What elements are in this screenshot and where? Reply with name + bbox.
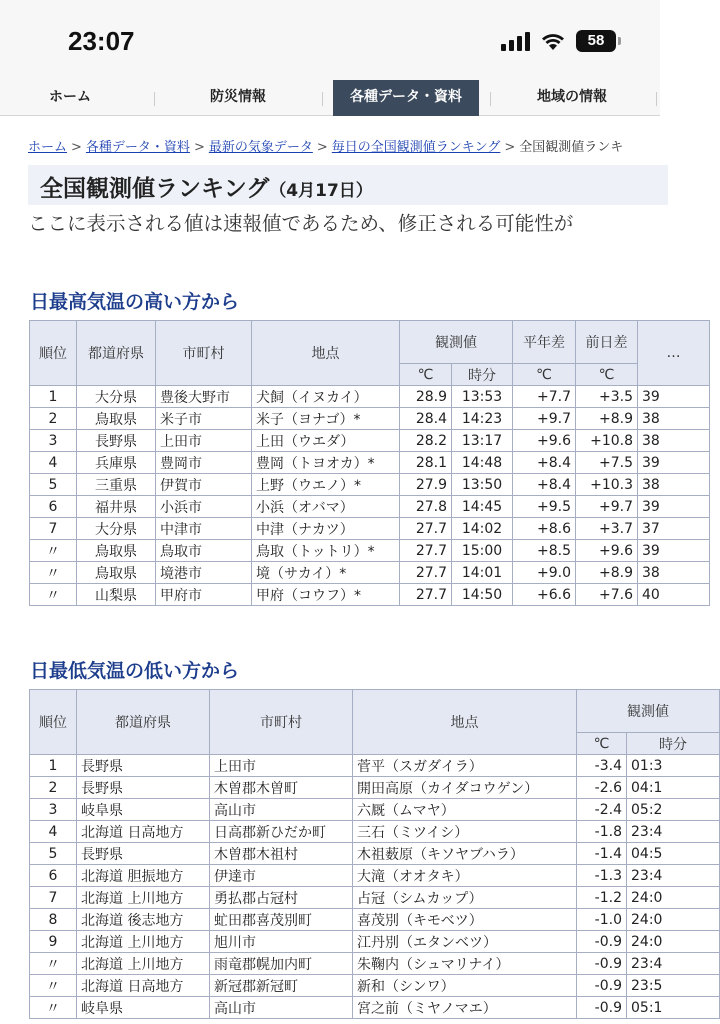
temp-cell: -1.8 [577,821,627,843]
temp-cell: -1.0 [577,909,627,931]
col-celsius: ℃ [577,733,627,755]
time-cell: 14:45 [452,496,513,518]
tab-regional-info[interactable]: 地域の情報 [537,89,607,105]
prev-diff-cell: +7.6 [576,584,638,606]
city-cell: 甲府市 [156,584,252,606]
city-cell: 上田市 [156,430,252,452]
top-navigation [0,80,660,116]
cellular-signal-icon [501,31,530,51]
point-cell: 中津（ナカツ） [252,518,400,540]
rank-cell: 〃 [30,540,77,562]
col-time: 時分 [452,364,513,386]
max-temp-table [29,320,710,606]
time-cell: 04:5 [627,843,720,865]
col-rank: 順位 [30,690,77,755]
pref-cell: 長野県 [77,777,210,799]
rank-cell: 3 [30,430,77,452]
table-row [30,430,710,452]
battery-icon: 58 [576,30,616,52]
point-cell: 木祖薮原（キソヤブハラ） [353,843,577,865]
breadcrumb: ホーム > 各種データ・資料 > 最新の気象データ > 毎日の全国観測値ランキング > 全国観測値ランキ [28,140,624,155]
temp-cell: -1.2 [577,887,627,909]
table-row [30,452,710,474]
time-cell: 13:53 [452,386,513,408]
time-cell: 13:50 [452,474,513,496]
rank-cell: 6 [30,865,77,887]
pref-cell: 大分県 [77,518,156,540]
breadcrumb-current: 全国観測値ランキ [519,140,624,155]
breadcrumb-link-home[interactable]: ホーム [28,140,68,155]
pref-cell: 北海道 後志地方 [77,909,210,931]
prev-diff-cell: +8.9 [576,408,638,430]
pref-cell: 三重県 [77,474,156,496]
normal-diff-cell: +9.5 [513,496,576,518]
time-cell: 23:4 [627,953,720,975]
temp-cell: -2.4 [577,799,627,821]
pref-cell: 岐阜県 [77,997,210,1019]
pref-cell: 長野県 [77,843,210,865]
pref-cell: 長野県 [77,755,210,777]
city-cell: 勇払郡占冠村 [210,887,353,909]
col-rank: 順位 [30,321,77,386]
rank-cell: 3 [30,799,77,821]
rank-cell: 9 [30,931,77,953]
col-extra: … [638,321,710,386]
wifi-icon [540,31,566,51]
normal-diff-cell: +8.6 [513,518,576,540]
pref-cell: 北海道 上川地方 [77,931,210,953]
section-title-max: 日最高気温の高い方から [30,291,240,313]
rank-cell: 2 [30,777,77,799]
temp-cell: 28.2 [400,430,452,452]
tab-home[interactable]: ホーム [49,89,91,105]
temp-cell: -3.4 [577,755,627,777]
point-cell: 三石（ミツイシ） [353,821,577,843]
normal-diff-cell: +8.4 [513,452,576,474]
temp-cell: 28.4 [400,408,452,430]
rank-cell: 4 [30,452,77,474]
point-cell: 上田（ウエダ） [252,430,400,452]
city-cell: 木曽郡木祖村 [210,843,353,865]
col-normal-diff: 平年差 [513,321,576,364]
temp-cell: -2.6 [577,777,627,799]
table-row [30,865,720,887]
time-cell: 05:1 [627,997,720,1019]
point-cell: 新和（シンワ） [353,975,577,997]
temp-cell: -1.3 [577,865,627,887]
pref-cell: 北海道 上川地方 [77,887,210,909]
point-cell: 小浜（オバマ） [252,496,400,518]
point-cell: 菅平（スガダイラ） [353,755,577,777]
point-cell: 江丹別（エタンベツ） [353,931,577,953]
clock: 23:07 [68,26,135,56]
rank-cell: 1 [30,386,77,408]
point-cell: 喜茂別（キモベツ） [353,909,577,931]
temp-cell: 27.7 [400,562,452,584]
pref-cell: 兵庫県 [77,452,156,474]
table-row [30,997,720,1019]
extra-cell: 39 [638,496,710,518]
time-cell: 23:4 [627,821,720,843]
city-cell: 伊賀市 [156,474,252,496]
table-row [30,843,720,865]
tab-data-materials[interactable]: 各種データ・資料 [333,80,479,116]
pref-cell: 鳥取県 [77,540,156,562]
min-temp-table [29,689,720,1019]
prev-diff-cell: +10.3 [576,474,638,496]
section-title-min: 日最低気温の低い方から [30,660,240,682]
rank-cell: 〃 [30,562,77,584]
city-cell: 新冠郡新冠町 [210,975,353,997]
table-row [30,799,720,821]
city-cell: 上田市 [210,755,353,777]
rank-cell: 4 [30,821,77,843]
temp-cell: 27.9 [400,474,452,496]
page-title-text: 全国観測値ランキング [40,176,270,202]
extra-cell: 38 [638,562,710,584]
time-cell: 04:1 [627,777,720,799]
extra-cell: 39 [638,540,710,562]
extra-cell: 39 [638,386,710,408]
time-cell: 24:0 [627,887,720,909]
rank-cell: 1 [30,755,77,777]
city-cell: 米子市 [156,408,252,430]
normal-diff-cell: +9.6 [513,430,576,452]
tab-disaster-info[interactable]: 防災情報 [210,89,266,105]
city-cell: 鳥取市 [156,540,252,562]
rank-cell: 8 [30,909,77,931]
time-cell: 13:17 [452,430,513,452]
temp-cell: 28.1 [400,452,452,474]
table-row [30,474,710,496]
col-city: 市町村 [156,321,252,386]
city-cell: 豊岡市 [156,452,252,474]
point-cell: 鳥取（トットリ）* [252,540,400,562]
temp-cell: 28.9 [400,386,452,408]
col-observed: 観測値 [400,321,513,364]
prev-diff-cell: +3.5 [576,386,638,408]
city-cell: 小浜市 [156,496,252,518]
col-city: 市町村 [210,690,353,755]
prev-diff-cell: +10.8 [576,430,638,452]
extra-cell: 38 [638,408,710,430]
prev-diff-cell: +9.7 [576,496,638,518]
rank-cell: 5 [30,474,77,496]
table-row [30,408,710,430]
normal-diff-cell: +7.7 [513,386,576,408]
city-cell: 高山市 [210,799,353,821]
time-cell: 14:23 [452,408,513,430]
normal-diff-cell: +9.0 [513,562,576,584]
rank-cell: 〃 [30,584,77,606]
city-cell: 高山市 [210,997,353,1019]
pref-cell: 福井県 [77,496,156,518]
point-cell: 豊岡（トヨオカ）* [252,452,400,474]
prev-diff-cell: +9.6 [576,540,638,562]
col-time: 時分 [627,733,720,755]
rank-cell: 2 [30,408,77,430]
point-cell: 犬飼（イヌカイ） [252,386,400,408]
city-cell: 虻田郡喜茂別町 [210,909,353,931]
rank-cell: 〃 [30,953,77,975]
point-cell: 六厩（ムマヤ） [353,799,577,821]
point-cell: 宮之前（ミヤノマエ） [353,997,577,1019]
breadcrumb-link-daily-ranking[interactable]: 毎日の全国観測値ランキング [331,140,501,155]
city-cell: 木曽郡木曽町 [210,777,353,799]
prev-diff-cell: +7.5 [576,452,638,474]
city-cell: 雨竜郡幌加内町 [210,953,353,975]
extra-cell: 38 [638,430,710,452]
pref-cell: 大分県 [77,386,156,408]
pref-cell: 北海道 胆振地方 [77,865,210,887]
table-row [30,931,720,953]
point-cell: 境（サカイ）* [252,562,400,584]
temp-cell: -0.9 [577,975,627,997]
time-cell: 05:2 [627,799,720,821]
pref-cell: 北海道 日高地方 [77,821,210,843]
time-cell: 23:5 [627,975,720,997]
table-row [30,909,720,931]
table-row [30,386,710,408]
temp-cell: -0.9 [577,953,627,975]
extra-cell: 37 [638,518,710,540]
breadcrumb-link-data[interactable]: 各種データ・資料 [85,140,190,155]
time-cell: 14:50 [452,584,513,606]
point-cell: 甲府（コウフ）* [252,584,400,606]
city-cell: 豊後大野市 [156,386,252,408]
table-row [30,496,710,518]
temp-cell: -0.9 [577,931,627,953]
time-cell: 24:0 [627,909,720,931]
city-cell: 伊達市 [210,865,353,887]
pref-cell: 鳥取県 [77,562,156,584]
page-title-date: （4月17日） [269,181,373,201]
col-point: 地点 [252,321,400,386]
col-pref: 都道府県 [77,321,156,386]
time-cell: 14:01 [452,562,513,584]
temp-cell: 27.7 [400,540,452,562]
table-row [30,887,720,909]
normal-diff-cell: +8.5 [513,540,576,562]
rank-cell: 7 [30,518,77,540]
extra-cell: 40 [638,584,710,606]
status-bar [0,0,660,80]
rank-cell: 5 [30,843,77,865]
city-cell: 日高郡新ひだか町 [210,821,353,843]
col-pref: 都道府県 [77,690,210,755]
table-row [30,755,720,777]
temp-cell: -0.9 [577,997,627,1019]
rank-cell: 7 [30,887,77,909]
normal-diff-cell: +8.4 [513,474,576,496]
city-cell: 境港市 [156,562,252,584]
table-row [30,562,710,584]
time-cell: 14:02 [452,518,513,540]
normal-diff-cell: +6.6 [513,584,576,606]
col-normal-unit: ℃ [513,364,576,386]
page-title [40,170,373,203]
time-cell: 14:48 [452,452,513,474]
time-cell: 01:3 [627,755,720,777]
pref-cell: 長野県 [77,430,156,452]
col-prev-diff: 前日差 [576,321,638,364]
pref-cell: 鳥取県 [77,408,156,430]
rank-cell: 〃 [30,997,77,1019]
temp-cell: 27.7 [400,584,452,606]
table-row [30,953,720,975]
notice-text: ここに表示される値は速報値であるため、修正される可能性が [28,212,574,235]
point-cell: 占冠（シムカップ） [353,887,577,909]
table-row [30,584,710,606]
pref-cell: 北海道 上川地方 [77,953,210,975]
temp-cell: -1.4 [577,843,627,865]
city-cell: 中津市 [156,518,252,540]
table-row [30,821,720,843]
table-row [30,540,710,562]
city-cell: 旭川市 [210,931,353,953]
pref-cell: 岐阜県 [77,799,210,821]
time-cell: 24:0 [627,931,720,953]
point-cell: 朱鞠内（シュマリナイ） [353,953,577,975]
table-row [30,975,720,997]
point-cell: 米子（ヨナゴ）* [252,408,400,430]
col-prev-unit: ℃ [576,364,638,386]
pref-cell: 北海道 日高地方 [77,975,210,997]
time-cell: 15:00 [452,540,513,562]
table-row [30,518,710,540]
pref-cell: 山梨県 [77,584,156,606]
temp-cell: 27.7 [400,518,452,540]
rank-cell: 6 [30,496,77,518]
col-point: 地点 [353,690,577,755]
point-cell: 大滝（オオタキ） [353,865,577,887]
col-celsius: ℃ [400,364,452,386]
extra-cell: 39 [638,452,710,474]
normal-diff-cell: +9.7 [513,408,576,430]
breadcrumb-link-latest-weather[interactable]: 最新の気象データ [208,140,313,155]
table-row [30,777,720,799]
point-cell: 上野（ウエノ）* [252,474,400,496]
prev-diff-cell: +8.9 [576,562,638,584]
temp-cell: 27.8 [400,496,452,518]
extra-cell: 38 [638,474,710,496]
col-observed: 観測値 [577,690,720,733]
time-cell: 23:4 [627,865,720,887]
rank-cell: 〃 [30,975,77,997]
point-cell: 開田高原（カイダコウゲン） [353,777,577,799]
prev-diff-cell: +3.7 [576,518,638,540]
